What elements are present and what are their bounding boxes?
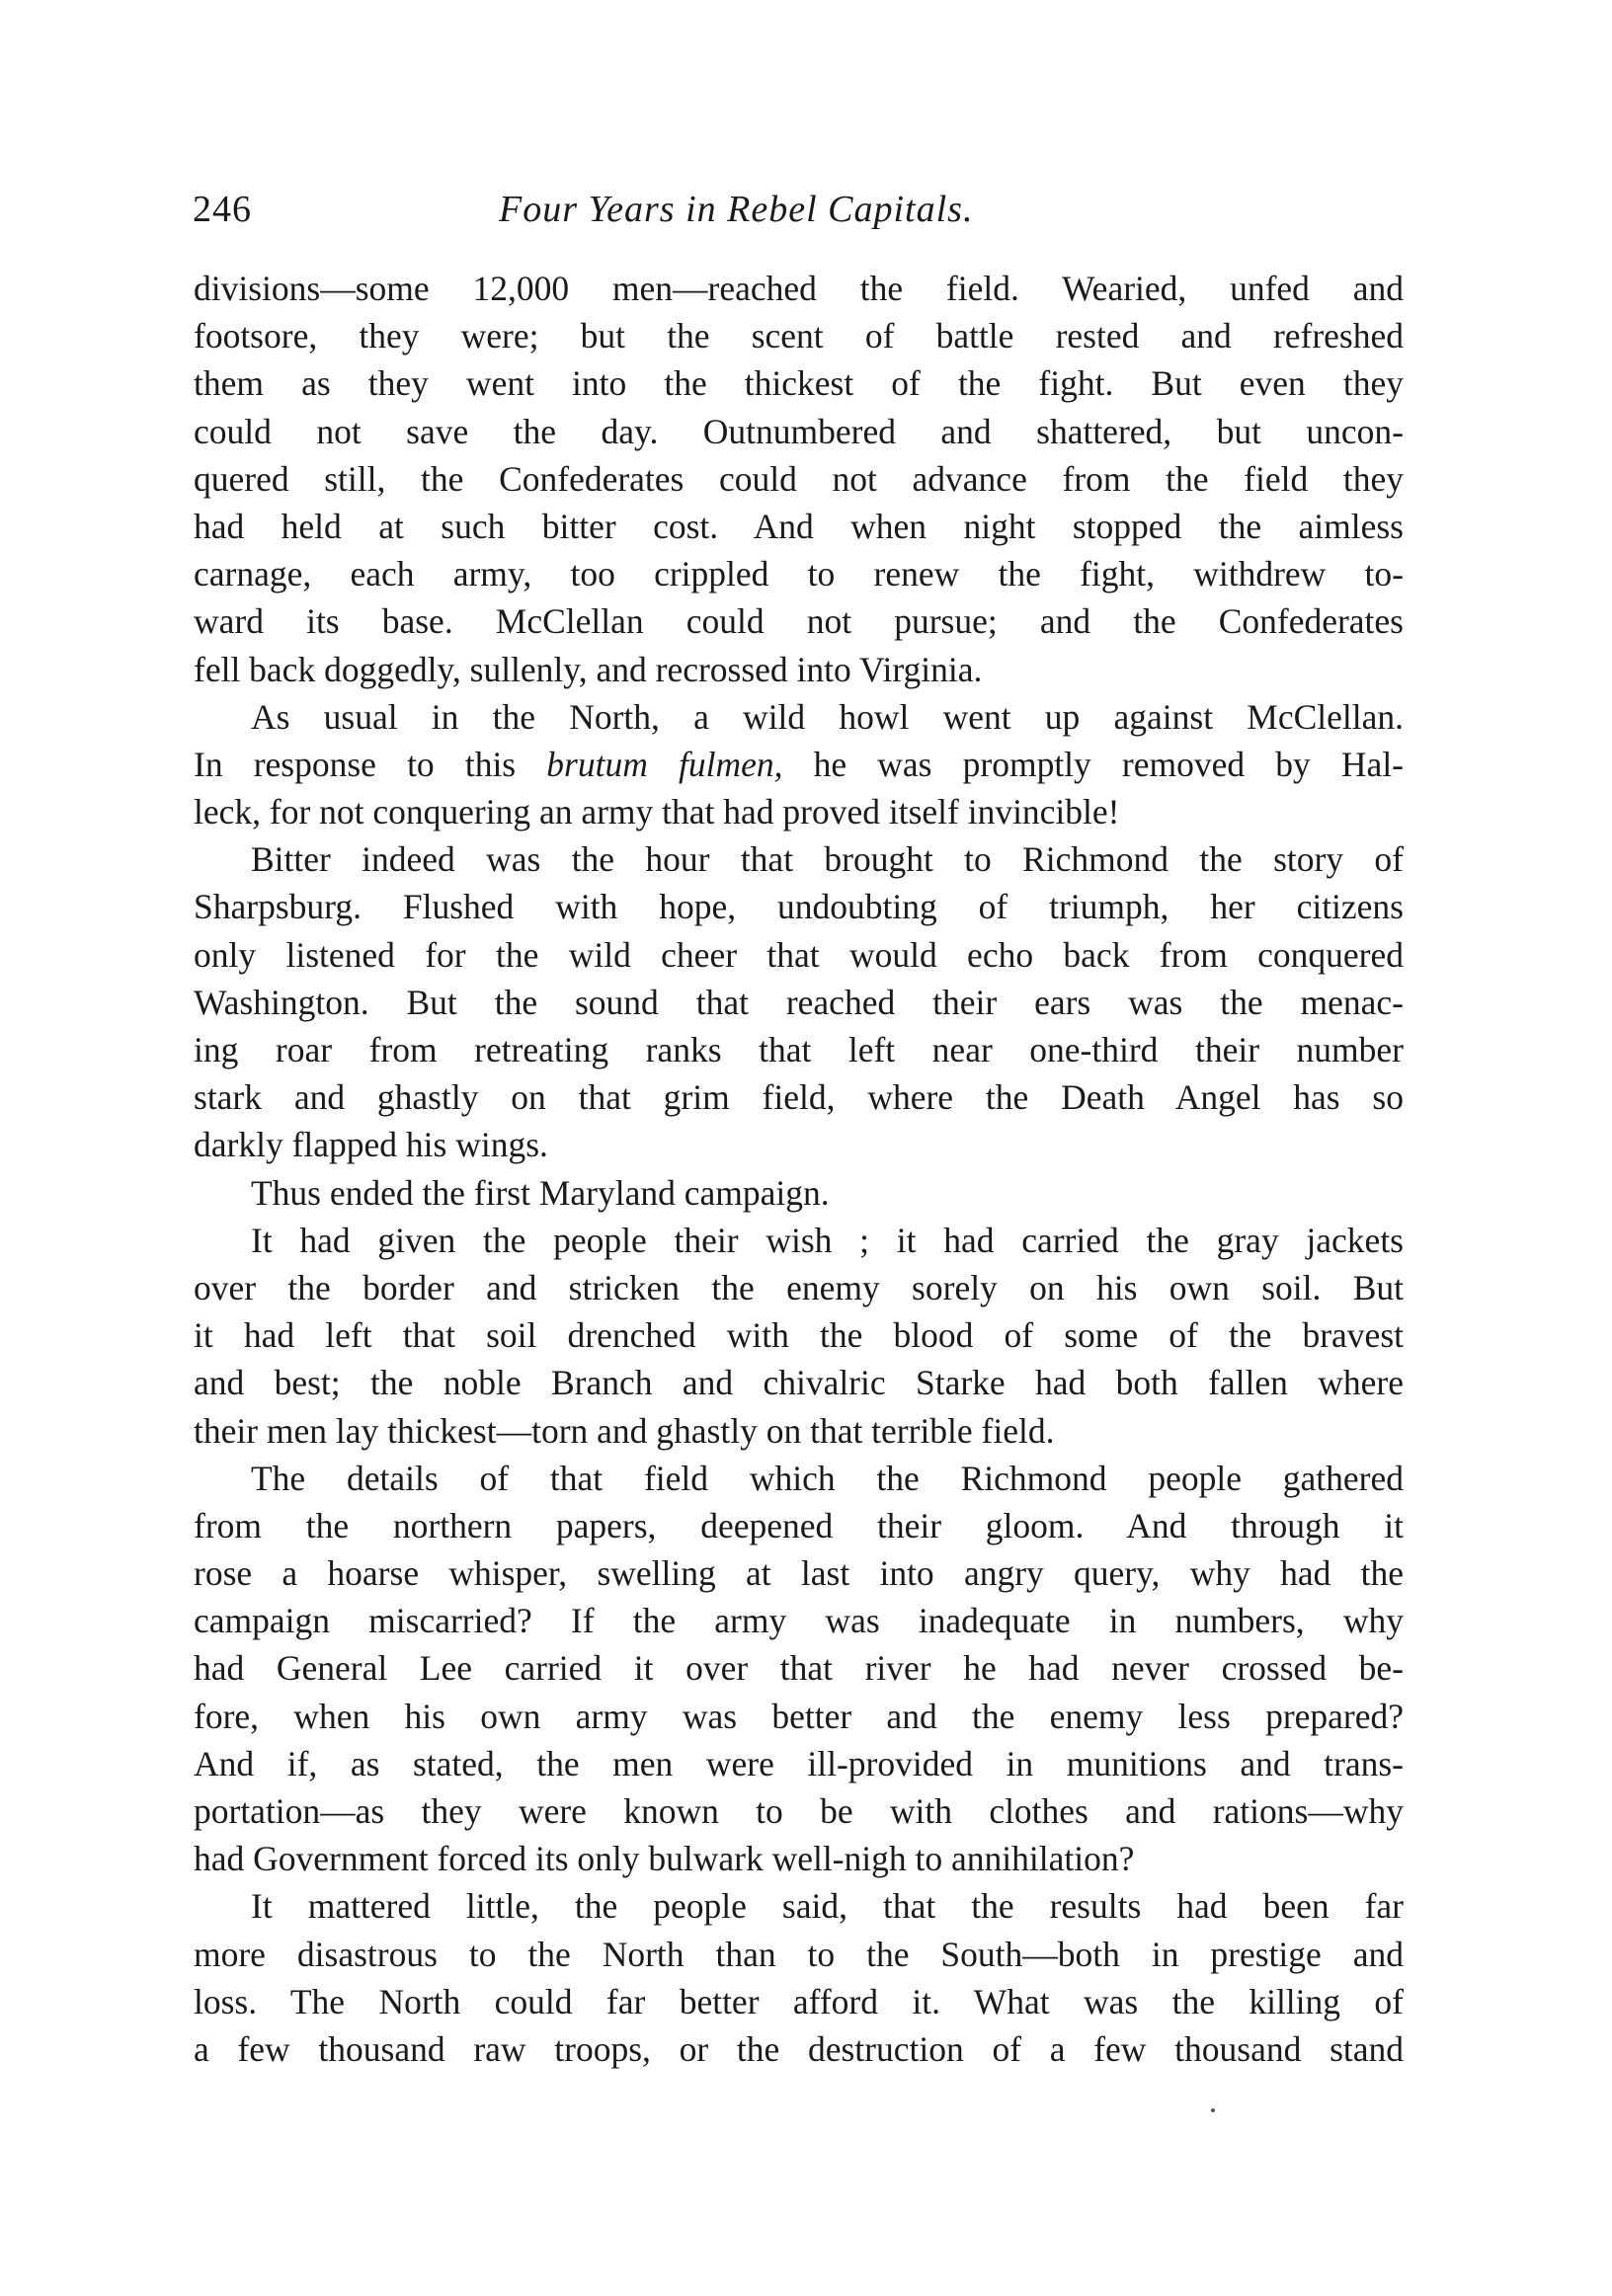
text-line: [194, 741, 1404, 788]
text-line: more disastrous to the North than to the South—both in prestige and: [194, 1934, 1404, 1974]
text-line: It mattered little, the people said, that the results had been far: [251, 1886, 1404, 1927]
body-text: [194, 265, 1404, 2073]
text-line: had Government forced its only bulwark well-nigh to annihilation?: [194, 1839, 1135, 1879]
page-number: 246: [193, 189, 252, 230]
text-line: loss. The North could far better afford it. What was the killing of: [194, 1981, 1404, 2021]
text-line: it had left that soil drenched with the blood of some of the bravest: [194, 1315, 1404, 1356]
text-line: campaign miscarried? If the army was inadequate in numbers, why: [194, 1601, 1404, 1641]
text-line: rose a hoarse whisper, swelling at last into angry query, why had the: [194, 1553, 1404, 1594]
text-line: Bitter indeed was the hour that brought to Richmond the story of: [251, 839, 1404, 880]
text-line: fore, when his own army was better and the enemy less prepared?: [194, 1696, 1404, 1736]
text-line: their men lay thickest—torn and ghastly on that terrible field.: [194, 1410, 1055, 1451]
text-line: footsore, they were; but the scent of battle rested and refreshed: [194, 316, 1404, 356]
text-line: carnage, each army, too crippled to renew the fight, withdrew to-: [194, 554, 1404, 594]
text-line: Sharpsburg. Flushed with hope, undoubting of triumph, her citizens: [194, 887, 1404, 927]
text-segment: he was promptly removed by Hal-: [782, 744, 1404, 784]
text-line: had held at such bitter cost. And when night stopped the aimless: [194, 506, 1404, 546]
text-line: over the border and stricken the enemy sorely on his own soil. But: [194, 1267, 1404, 1307]
text-line: fell back doggedly, sullenly, and recrossed into Virginia.: [194, 649, 983, 689]
text-line: darkly flapped his wings.: [194, 1125, 548, 1165]
text-line: And if, as stated, the men were ill-provided in munitions and trans-: [194, 1743, 1404, 1783]
text-line: The details of that field which the Richmond people gathered: [251, 1458, 1404, 1498]
text-line: Washington. But the sound that reached their ears was the menac-: [194, 982, 1404, 1022]
text-line: them as they went into the thickest of the fight. But even they: [194, 363, 1404, 404]
text-line: had General Lee carried it over that river he had never crossed be-: [194, 1648, 1404, 1689]
text-line: It had given the people their wish ; it had carried the gray jackets: [251, 1220, 1404, 1260]
text-line: ing roar from retreating ranks that left near one-third their number: [194, 1030, 1404, 1069]
text-segment: In response to this: [194, 744, 547, 784]
text-line: from the northern papers, deepened their gloom. And through it: [194, 1505, 1404, 1545]
text-line: portation—as they were known to be with clothes and rations—why: [194, 1791, 1404, 1831]
text-line: ward its base. McClellan could not pursue; and the Confederates: [194, 601, 1404, 642]
text-line: and best; the noble Branch and chivalric Starke had both fallen where: [194, 1363, 1404, 1403]
text-line: As usual in the North, a wild howl went up against McClellan.: [251, 696, 1404, 737]
text-line: only listened for the wild cheer that would echo back from conquered: [194, 934, 1404, 975]
text-line: divisions—some 12,000 men—reached the field. Wearied, unfed and: [194, 269, 1404, 308]
text-line: quered still, the Confederates could not advance from the field they: [194, 458, 1404, 499]
text-line: a few thousand raw troops, or the destruction of a few thousand stand: [194, 2028, 1404, 2069]
print-speck: [1211, 2108, 1215, 2112]
text-line: stark and ghastly on that grim field, where the Death Angel has so: [194, 1077, 1404, 1118]
running-title: Four Years in Rebel Capitals.: [499, 189, 974, 230]
text-line: leck, for not conquering an army that had proved itself invincible!: [194, 792, 1120, 832]
page-header: [193, 188, 1417, 247]
text-line: Thus ended the first Maryland campaign.: [251, 1172, 830, 1213]
text-line: could not save the day. Outnumbered and shattered, but uncon-: [194, 411, 1404, 451]
italic-phrase: brutum fulmen,: [546, 744, 783, 784]
